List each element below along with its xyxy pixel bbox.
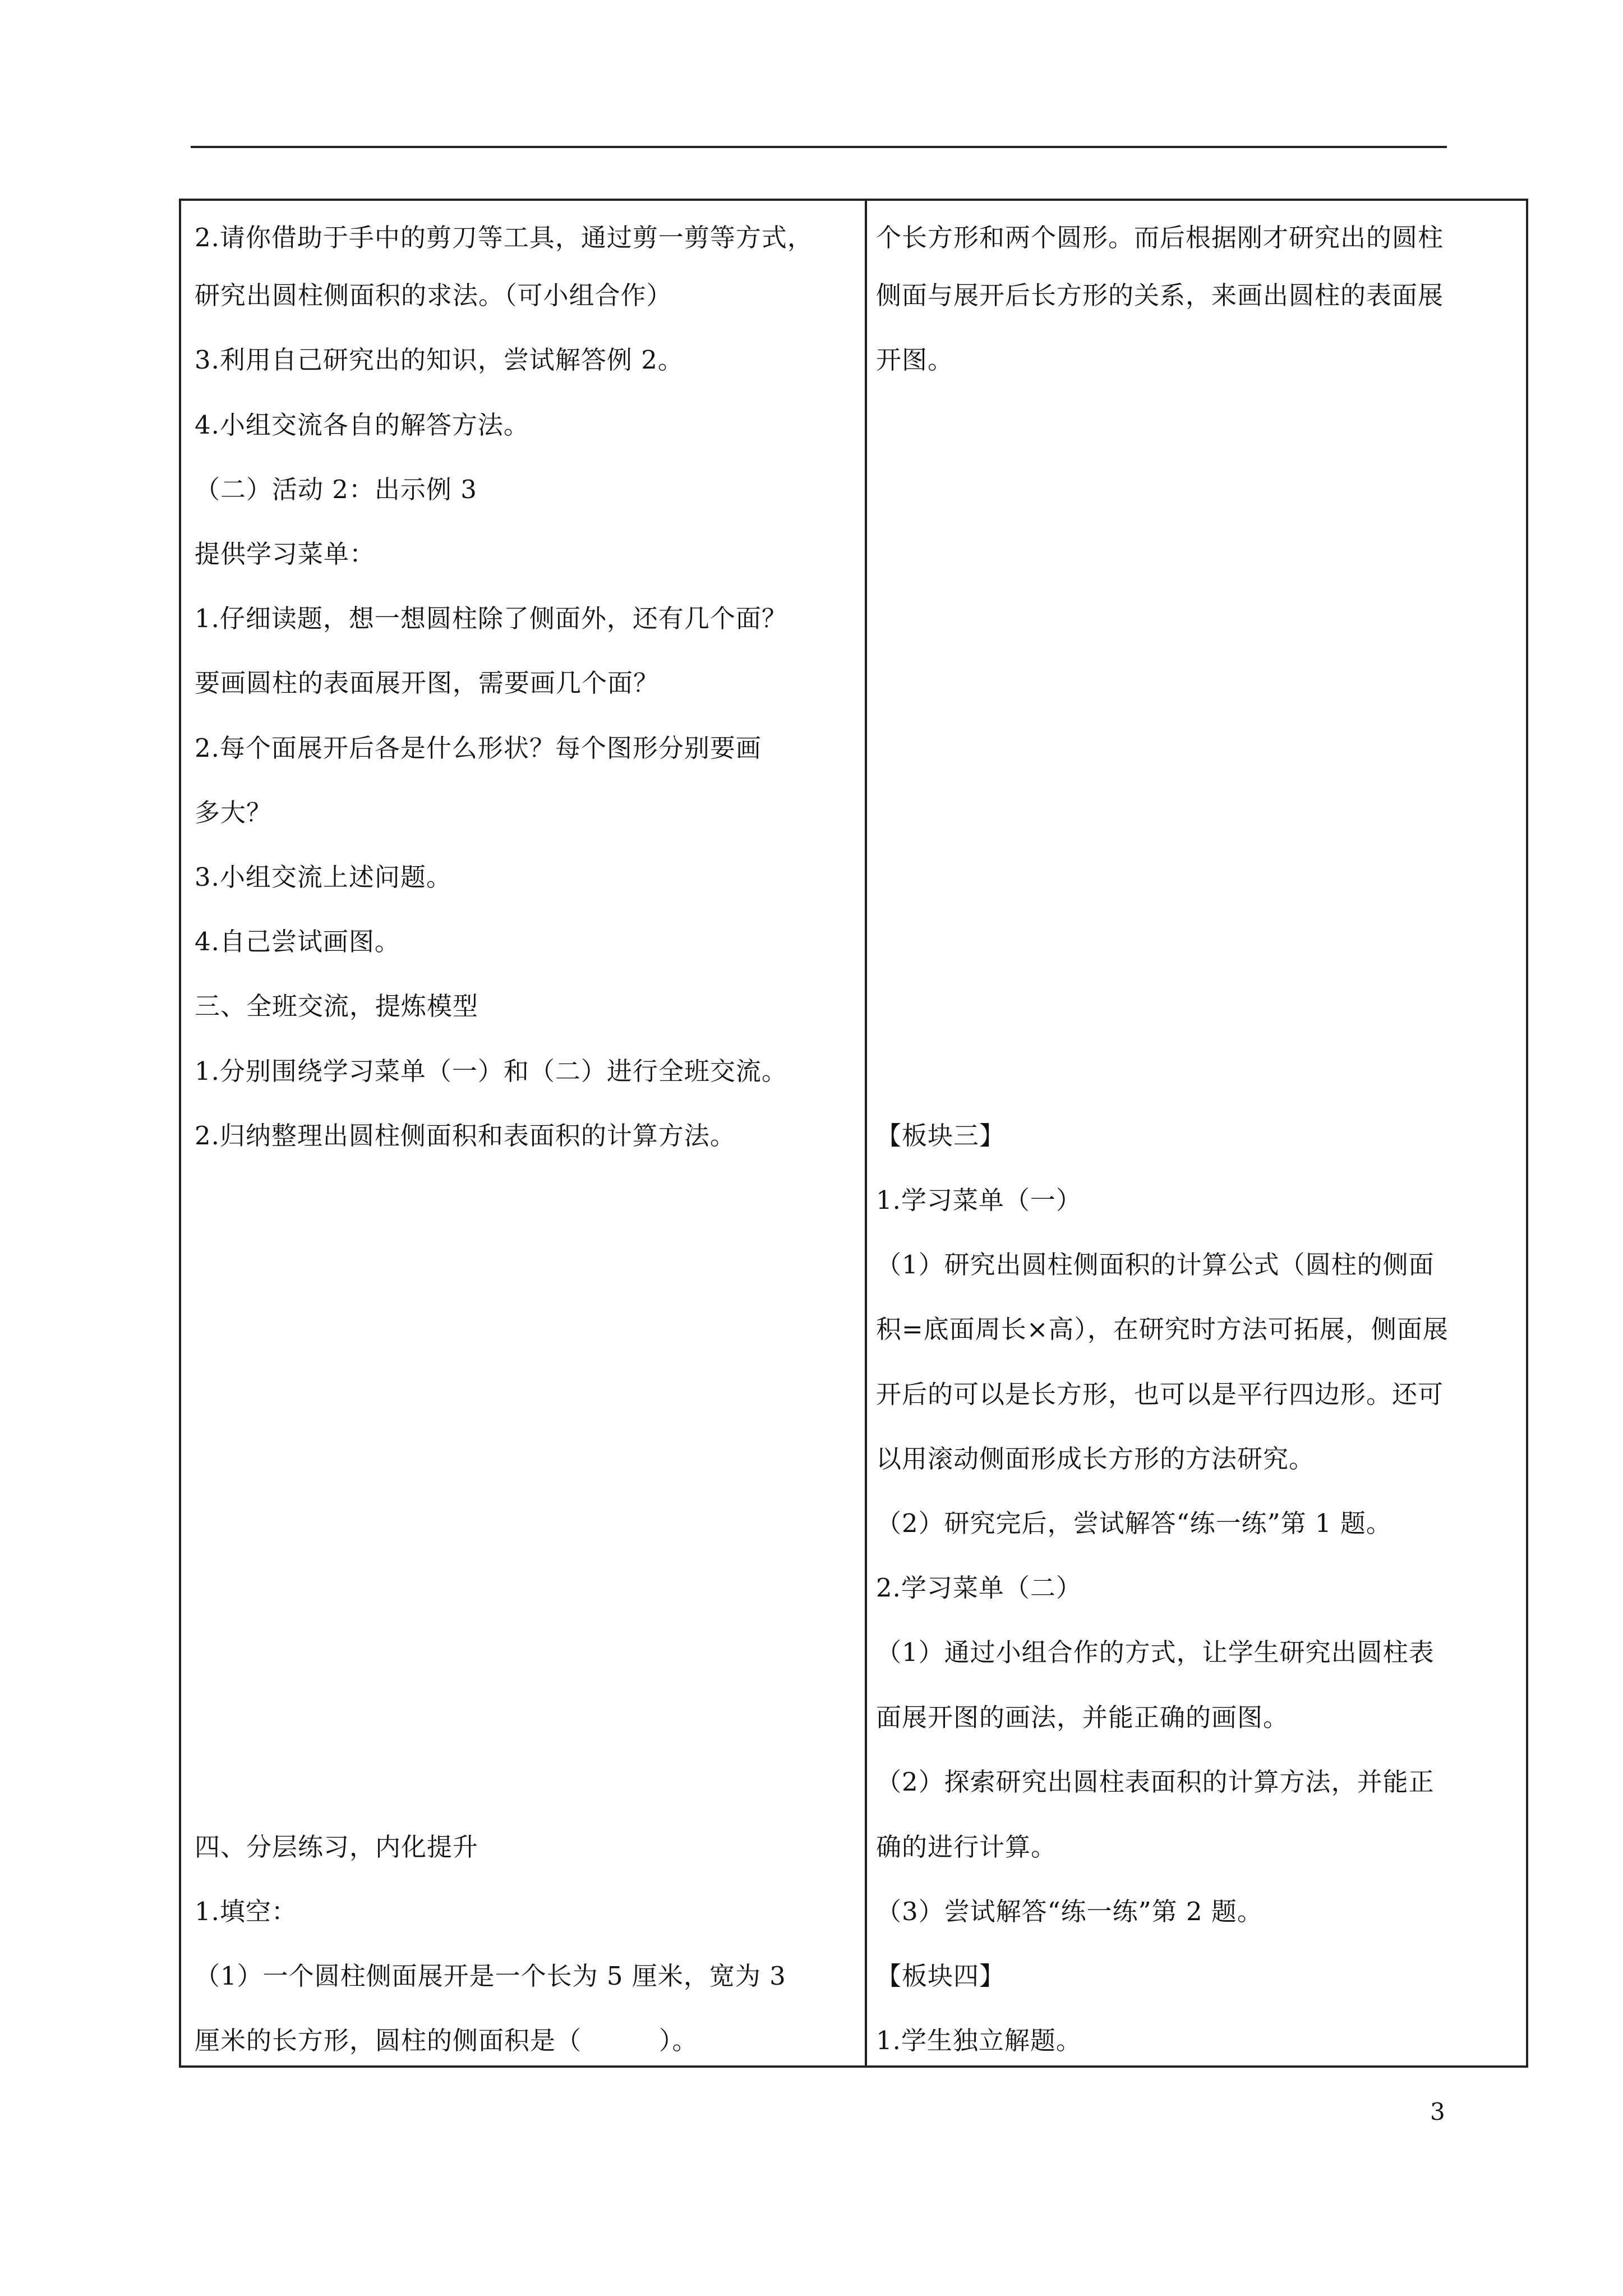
left-column-line: 三、全班交流，提炼模型 [195, 991, 479, 1021]
right-column-line: 开图。 [876, 345, 954, 375]
column-divider [865, 199, 867, 2068]
right-column-line: （2）研究完后，尝试解答“练一练”第 1 题。 [876, 1508, 1392, 1538]
left-column-line: 四、分层练习，内化提升 [195, 1832, 479, 1862]
right-column-line: 2.学习菜单（二） [876, 1573, 1082, 1603]
right-column-line: 个长方形和两个圆形。而后根据刚才研究出的圆柱 [876, 223, 1444, 252]
left-column-line: 3.小组交流上述问题。 [195, 862, 452, 892]
left-column-line: 4.自己尝试画图。 [195, 927, 400, 956]
right-column-line: （1）通过小组合作的方式，让学生研究出圆柱表 [876, 1637, 1435, 1667]
left-column-line: 要画圆柱的表面展开图，需要画几个面？ [195, 668, 660, 698]
left-column-line: 3.利用自己研究出的知识，尝试解答例 2。 [195, 345, 684, 375]
right-column-line: 面展开图的画法，并能正确的画图。 [876, 1703, 1289, 1732]
left-column-line: 2.每个面展开后各是什么形状？每个图形分别要画 [195, 733, 762, 763]
left-column-line: 4.小组交流各自的解答方法。 [195, 410, 529, 440]
left-column-line: 2.归纳整理出圆柱侧面积和表面积的计算方法。 [195, 1121, 736, 1151]
right-column-line: 1.学习菜单（一） [876, 1185, 1082, 1215]
left-column-line: 2.请你借助于手中的剪刀等工具，通过剪一剪等方式， [195, 223, 813, 252]
left-column-line: 1.仔细读题，想一想圆柱除了侧面外，还有几个面？ [195, 604, 787, 633]
right-column-line: （3）尝试解答“练一练”第 2 题。 [876, 1897, 1263, 1926]
left-column-line: 1.填空： [195, 1897, 297, 1926]
page-number: 3 [1430, 2098, 1445, 2125]
left-column-line: 研究出圆柱侧面积的求法。（可小组合作） [195, 280, 672, 310]
right-column-line: 1.学生独立解题。 [876, 2026, 1082, 2055]
left-column-line: （二）活动 2：出示例 3 [195, 475, 477, 504]
left-column-line: （1）一个圆柱侧面展开是一个长为 5 厘米，宽为 3 [195, 1961, 786, 1991]
right-column-line: 【板块三】 [876, 1121, 1006, 1151]
left-column-line: 提供学习菜单： [195, 539, 376, 569]
right-column-line: 积=底面周长×高），在研究时方法可拓展，侧面展 [876, 1314, 1449, 1344]
header-rule [191, 146, 1447, 148]
left-column-line: 厘米的长方形，圆柱的侧面积是（ ）。 [195, 2026, 698, 2055]
right-column-line: 确的进行计算。 [876, 1832, 1057, 1862]
right-column-line: 【板块四】 [876, 1961, 1006, 1991]
right-column-line: 以用滚动侧面形成长方形的方法研究。 [876, 1444, 1315, 1474]
right-column-line: （1）研究出圆柱侧面积的计算公式（圆柱的侧面 [876, 1250, 1435, 1280]
left-column-line: 多大？ [195, 798, 273, 827]
right-column-line: 侧面与展开后长方形的关系，来画出圆柱的表面展 [876, 280, 1444, 310]
left-column-line: 1.分别围绕学习菜单（一）和（二）进行全班交流。 [195, 1056, 787, 1086]
right-column-line: （2）探索研究出圆柱表面积的计算方法，并能正 [876, 1767, 1435, 1797]
right-column-line: 开后的可以是长方形，也可以是平行四边形。还可 [876, 1379, 1444, 1409]
